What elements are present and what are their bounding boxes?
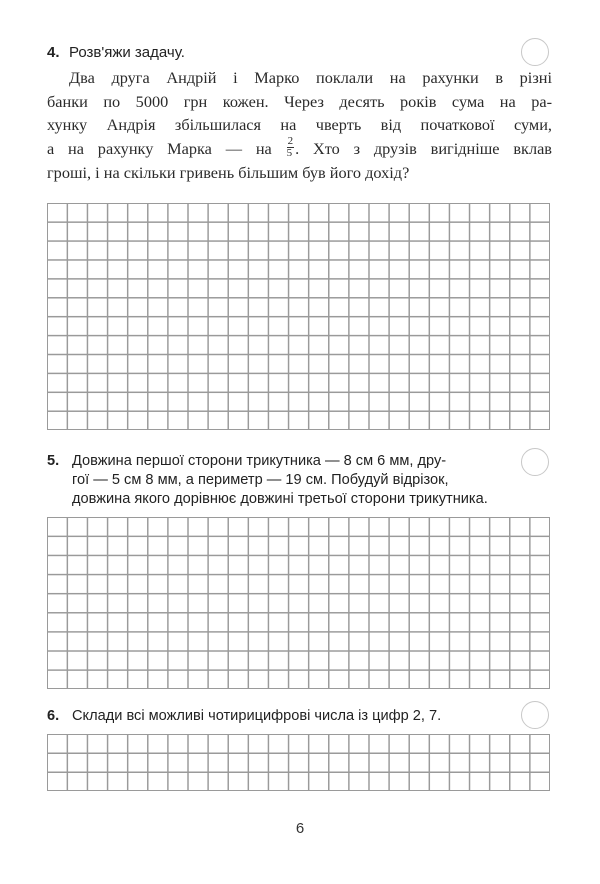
- page-number: 6: [295, 820, 305, 837]
- task-4-line-4: [47, 137, 552, 162]
- task-6-line-1: Склади всі можливі чотирицифрові числа із цифр 2, 7.: [72, 708, 442, 724]
- task-5-line-1: Довжина першої сторони трикутника — 8 см 6 мм, дру-: [72, 453, 447, 469]
- task-4-title: Розв'яжи задачу.: [69, 44, 185, 61]
- task-5-line-3: довжина якого дорівнює довжині третьої сторони трикутника.: [72, 491, 488, 507]
- task-6-text: [47, 707, 557, 726]
- task-4-line-3: хунку Андрія збільшилася на чверть від початкової суми,: [47, 115, 552, 134]
- task-4-line-1: Два друга Андрій і Марко поклали на рахунки в різні: [69, 68, 552, 87]
- task-4-line-2: банки по 5000 грн кожен. Через десять років сума на ра-: [47, 91, 552, 111]
- task-4-answer-grid[interactable]: [47, 203, 550, 430]
- task-5-line-2: гої — 5 см 8 мм, а периметр — 19 см. Побудуй відрізок,: [72, 472, 449, 488]
- task-4-line-4a: а на рахунку Марка — на: [47, 138, 272, 158]
- task-5-answer-grid[interactable]: [47, 517, 550, 689]
- task-4-score-circle: [521, 38, 549, 66]
- task-4-line-5: гроші, і на скільки гривень більшим був його дохід?: [47, 163, 410, 183]
- fraction-two-fifths: [287, 136, 295, 159]
- fraction-numerator: 2: [287, 135, 294, 148]
- fraction-denominator: 5: [286, 147, 293, 160]
- task-4-header: [47, 43, 185, 62]
- task-6-number: 6.: [47, 708, 60, 724]
- task-5-number: 5.: [47, 453, 60, 469]
- task-5-text: [47, 452, 557, 509]
- task-4-line-4b: . Хто з друзів вигідніше вклав: [295, 138, 552, 158]
- task-4-number: 4.: [47, 44, 60, 61]
- task-4-text: [47, 66, 552, 185]
- task-6-answer-grid[interactable]: [47, 734, 550, 791]
